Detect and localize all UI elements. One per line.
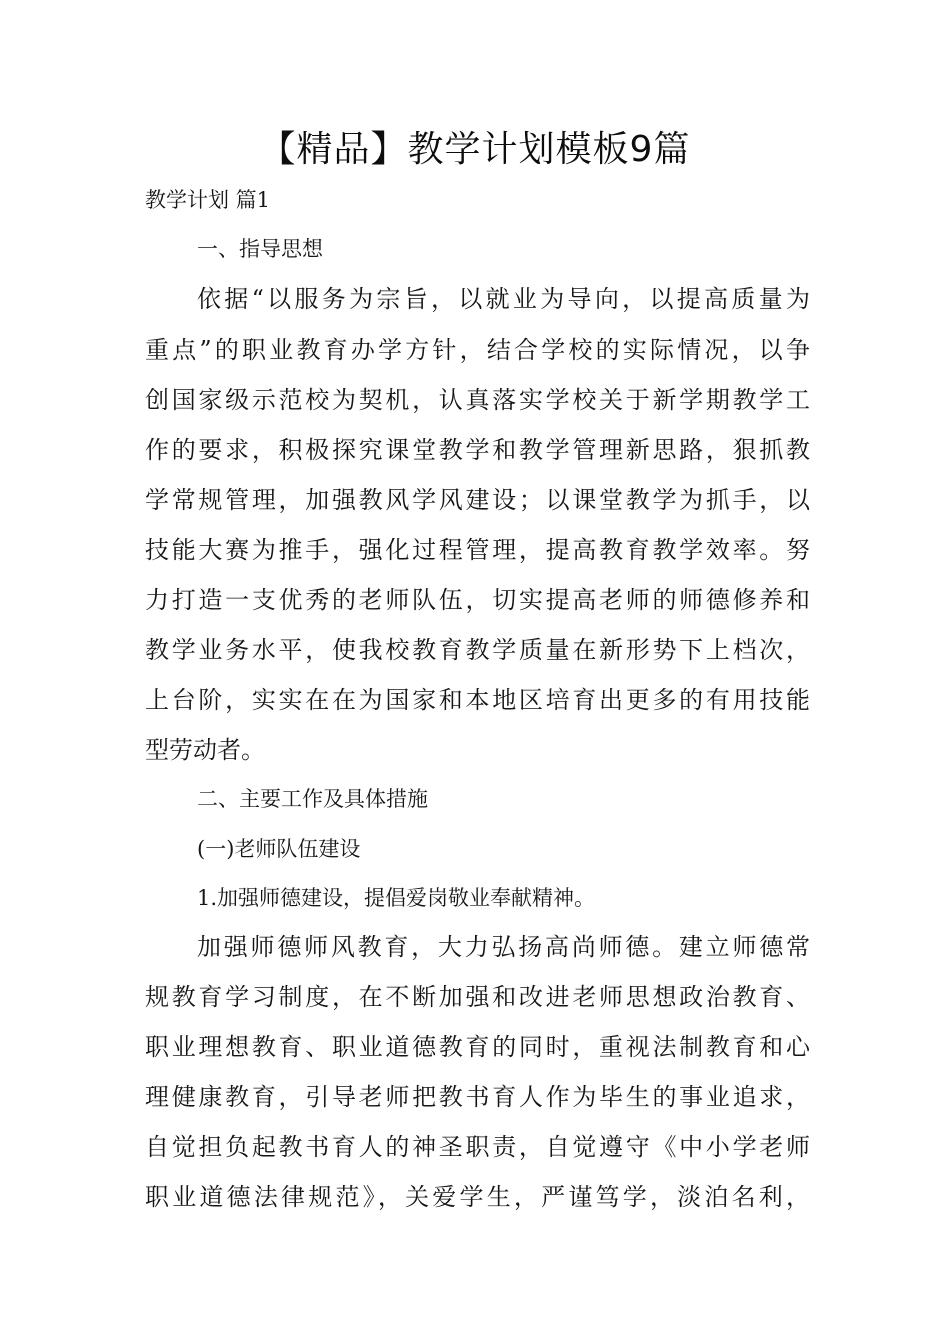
section-heading: 教学计划 篇1 (145, 188, 271, 212)
paragraph-line: 型劳动者。 (145, 736, 265, 764)
item-heading: 1.加强师德建设，提倡爱岗敬业奉献精神。 (197, 886, 596, 910)
paragraph-line: 重点”的职业教育办学方针，结合学校的实际情况，以争 (145, 336, 810, 364)
paragraph-line: 力打造一支优秀的老师队伍，切实提高老师的师德修养和 (145, 586, 810, 614)
subsection-heading: (一)老师队伍建设 (197, 837, 361, 861)
paragraph-line: 理健康教育，引导老师把教书育人作为毕生的事业追求， (145, 1083, 810, 1111)
paragraph-line: 规教育学习制度，在不断加强和改进老师思想政治教育、 (145, 983, 810, 1011)
paragraph-line: 教学业务水平，使我校教育教学质量在新形势下上档次， (145, 636, 810, 664)
paragraph-line: 上台阶，实实在在为国家和本地区培育出更多的有用技能 (145, 686, 810, 714)
paragraph-line: 职业理想教育、职业道德教育的同时，重视法制教育和心 (145, 1033, 810, 1061)
paragraph-line: 加强师德师风教育，大力弘扬高尚师德。建立师德常 (197, 933, 810, 961)
paragraph-line: 作的要求，积极探究课堂教学和教学管理新思路，狠抓教 (145, 436, 810, 464)
paragraph-line: 创国家级示范校为契机，认真落实学校关于新学期教学工 (145, 386, 810, 414)
subsection-heading: 一、指导思想 (197, 237, 323, 261)
subsection-heading: 二、主要工作及具体措施 (197, 787, 428, 811)
paragraph-line: 学常规管理，加强教风学风建设；以课堂教学为抓手，以 (145, 486, 810, 514)
paragraph-line: 技能大赛为推手，强化过程管理，提高教育教学效率。努 (145, 536, 810, 564)
paragraph-line: 职业道德法律规范》，关爱学生，严谨笃学，淡泊名利， (145, 1183, 810, 1211)
document-title: 【精品】教学计划模板9篇 (259, 129, 691, 170)
paragraph-line: 依据“以服务为宗旨，以就业为导向，以提高质量为 (197, 285, 810, 313)
paragraph-line: 自觉担负起教书育人的神圣职责，自觉遵守《中小学老师 (145, 1133, 810, 1161)
